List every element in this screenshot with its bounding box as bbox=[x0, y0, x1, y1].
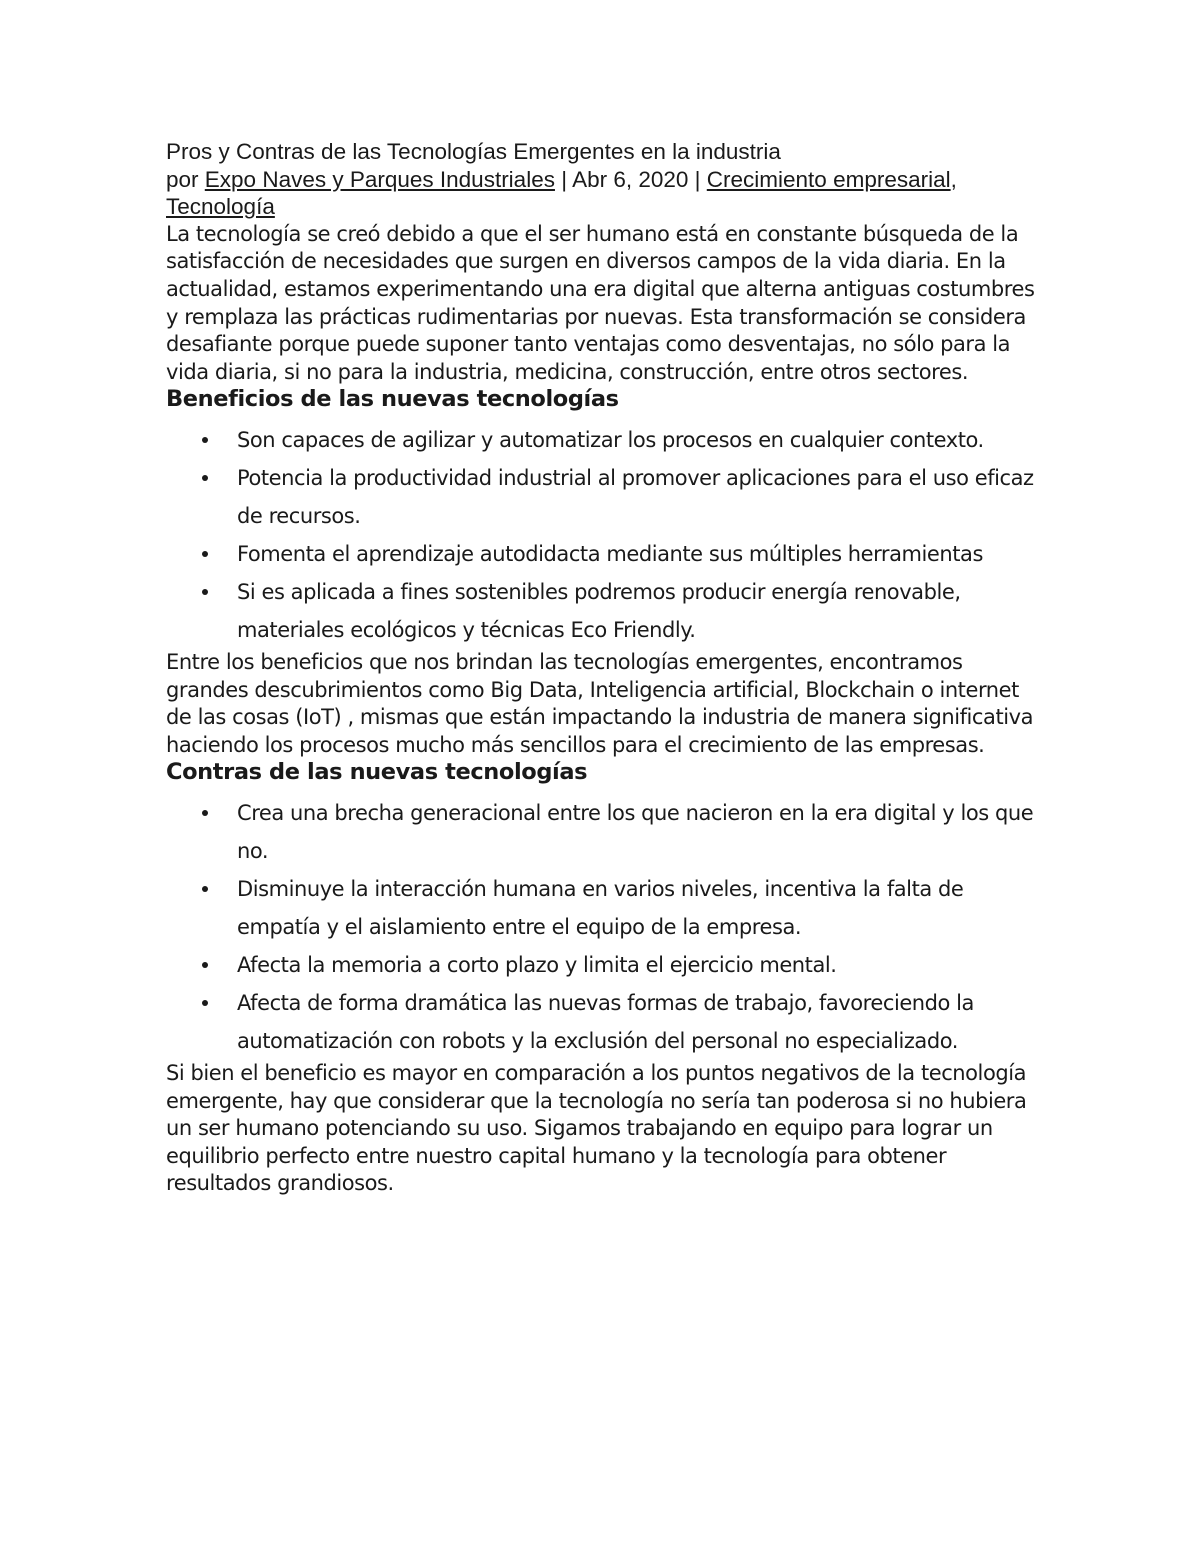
list-item: Afecta de forma dramática las nuevas formas de trabajo, favoreciendo la automatización con robots y la exclusión del personal no especializado. bbox=[166, 984, 1046, 1060]
article-title: Pros y Contras de las Tecnologías Emergentes en la industria bbox=[166, 139, 781, 164]
benefits-paragraph: Entre los beneficios que nos brindan las tecnologías emergentes, encontramos grandes descubrimientos como Big Data, Inteligencia artificial, Blockchain o internet de las cosas (IoT) , mismas que están impactando la industria de manera significativa haciendo los procesos mucho más sencillos para el crecimiento de las empresas. bbox=[166, 649, 1034, 757]
closing-paragraph: Si bien el beneficio es mayor en comparación a los puntos negativos de la tecnología emergente, hay que considerar que la tecnología no sería tan poderosa si no hubiera un ser humano potenciando su uso. Sigamos trabajando en equipo para lograr un equilibrio perfecto entre nuestro capital humano y la tecnología para obtener resultados grandiosos. bbox=[166, 1060, 1027, 1196]
byline-prefix: por bbox=[166, 166, 205, 192]
byline-separator: , bbox=[950, 166, 957, 192]
article-body bbox=[166, 138, 1046, 1198]
list-item: Crea una brecha generacional entre los que nacieron en la era digital y los que no. bbox=[166, 794, 1046, 870]
cons-heading: Contras de las nuevas tecnologías bbox=[166, 759, 588, 786]
list-item: Disminuye la interacción humana en varios niveles, incentiva la falta de empatía y el aislamiento entre el equipo de la empresa. bbox=[166, 870, 1046, 946]
publish-date: Abr 6, 2020 bbox=[572, 166, 689, 192]
list-item: Afecta la memoria a corto plazo y limita el ejercicio mental. bbox=[166, 946, 1046, 984]
author-link[interactable]: Expo Naves y Parques Industriales bbox=[204, 166, 555, 192]
category-link-tecnologia[interactable]: Tecnología bbox=[166, 194, 275, 220]
category-link-crecimiento[interactable]: Crecimiento empresarial bbox=[706, 166, 951, 192]
list-item: Son capaces de agilizar y automatizar los procesos en cualquier contexto. bbox=[166, 421, 1046, 459]
byline-separator: | bbox=[688, 166, 707, 192]
list-item: Fomenta el aprendizaje autodidacta mediante sus múltiples herramientas bbox=[166, 535, 1046, 573]
benefits-list bbox=[166, 421, 1046, 649]
list-item: Si es aplicada a fines sostenibles podremos producir energía renovable, materiales ecológicos y técnicas Eco Friendly. bbox=[166, 573, 1046, 649]
byline-separator: | bbox=[554, 166, 573, 192]
list-item: Potencia la productividad industrial al promover aplicaciones para el uso eficaz de recursos. bbox=[166, 459, 1046, 535]
benefits-heading: Beneficios de las nuevas tecnologías bbox=[166, 386, 619, 413]
intro-paragraph: La tecnología se creó debido a que el ser humano está en constante búsqueda de la satisfacción de necesidades que surgen en diversos campos de la vida diaria. En la actualidad, estamos experimentando una era digital que alterna antiguas costumbres y remplaza las prácticas rudimentarias por nuevas. Esta transformación se considera desafiante porque puede suponer tanto ventajas como desventajas, no sólo para la vida diaria, si no para la industria, medicina, construcción, entre otros sectores. bbox=[166, 221, 1035, 384]
cons-list bbox=[166, 794, 1046, 1060]
byline bbox=[166, 166, 1046, 221]
